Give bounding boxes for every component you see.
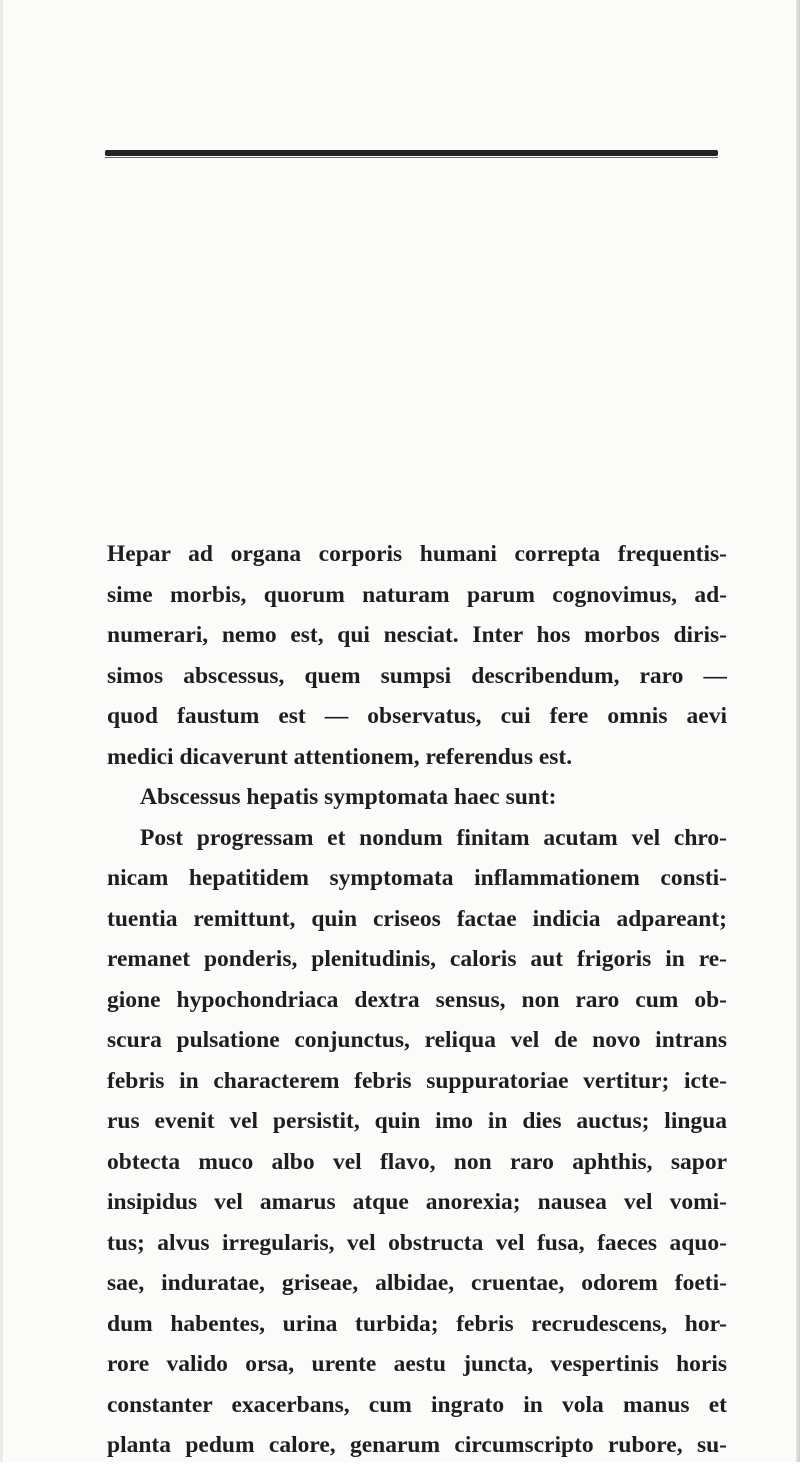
text-line: obtecta muco albo vel flavo, non raro aphthis, sapor — [107, 1148, 727, 1175]
text-line: tuentia remittunt, quin criseos factae indicia adpareant; — [107, 905, 727, 932]
text-line: dum habentes, urina turbida; febris recrudescens, hor- — [107, 1310, 727, 1337]
page-right-edge — [796, 0, 800, 1462]
text-line: rus evenit vel persistit, quin imo in dies auctus; lingua — [107, 1108, 727, 1134]
text-line: tus; alvus irregularis, vel obstructa vel fusa, faeces aquo- — [107, 1229, 727, 1256]
text-line: sae, induratae, griseae, albidae, cruentae, odorem foeti- — [107, 1270, 727, 1296]
text-line: planta pedum calore, genarum circumscripto rubore, su- — [107, 1432, 727, 1458]
text-line: numerari, nemo est, qui nesciat. Inter hos morbos diris- — [107, 622, 727, 648]
paragraph-intro — [107, 534, 727, 777]
text-line: simos abscessus, quem sumpsi describendum, raro — — [107, 662, 727, 689]
header-rule — [105, 150, 718, 156]
page-left-edge — [0, 0, 3, 1462]
text-line: febris in characterem febris suppuratoriae vertitur; icte- — [107, 1067, 727, 1094]
text-line: medici dicaverunt attentionem, referendus est. — [107, 743, 573, 770]
page-body-text — [107, 534, 727, 1466]
text-line: remanet ponderis, plenitudinis, caloris aut frigoris in re- — [107, 946, 727, 972]
text-line: rore valido orsa, urente aestu juncta, vespertinis horis — [107, 1351, 727, 1377]
text-line: scura pulsatione conjunctus, reliqua vel de novo intrans — [107, 1027, 727, 1053]
text-line: Hepar ad organa corporis humani correpta frequentis- — [107, 541, 727, 567]
text-line: insipidus vel amarus atque anorexia; nausea vel vomi- — [107, 1189, 727, 1215]
text-line: constanter exacerbans, cum ingrato in vola manus et — [107, 1391, 727, 1418]
paragraph-symptoms — [107, 818, 727, 1466]
text-line: Post progressam et nondum finitam acutam vel chro- — [140, 824, 727, 851]
text-line: gione hypochondriaca dextra sensus, non raro cum ob- — [107, 986, 727, 1013]
text-line: sime morbis, quorum naturam parum cognovimus, ad- — [107, 581, 727, 608]
text-line: nicam hepatitidem symptomata inflammationem consti- — [107, 865, 727, 891]
text-line: quod faustum est — observatus, cui fere omnis aevi — [107, 703, 727, 729]
text-line: Abscessus hepatis symptomata haec sunt: — [140, 784, 557, 810]
paragraph-heading — [107, 777, 727, 818]
